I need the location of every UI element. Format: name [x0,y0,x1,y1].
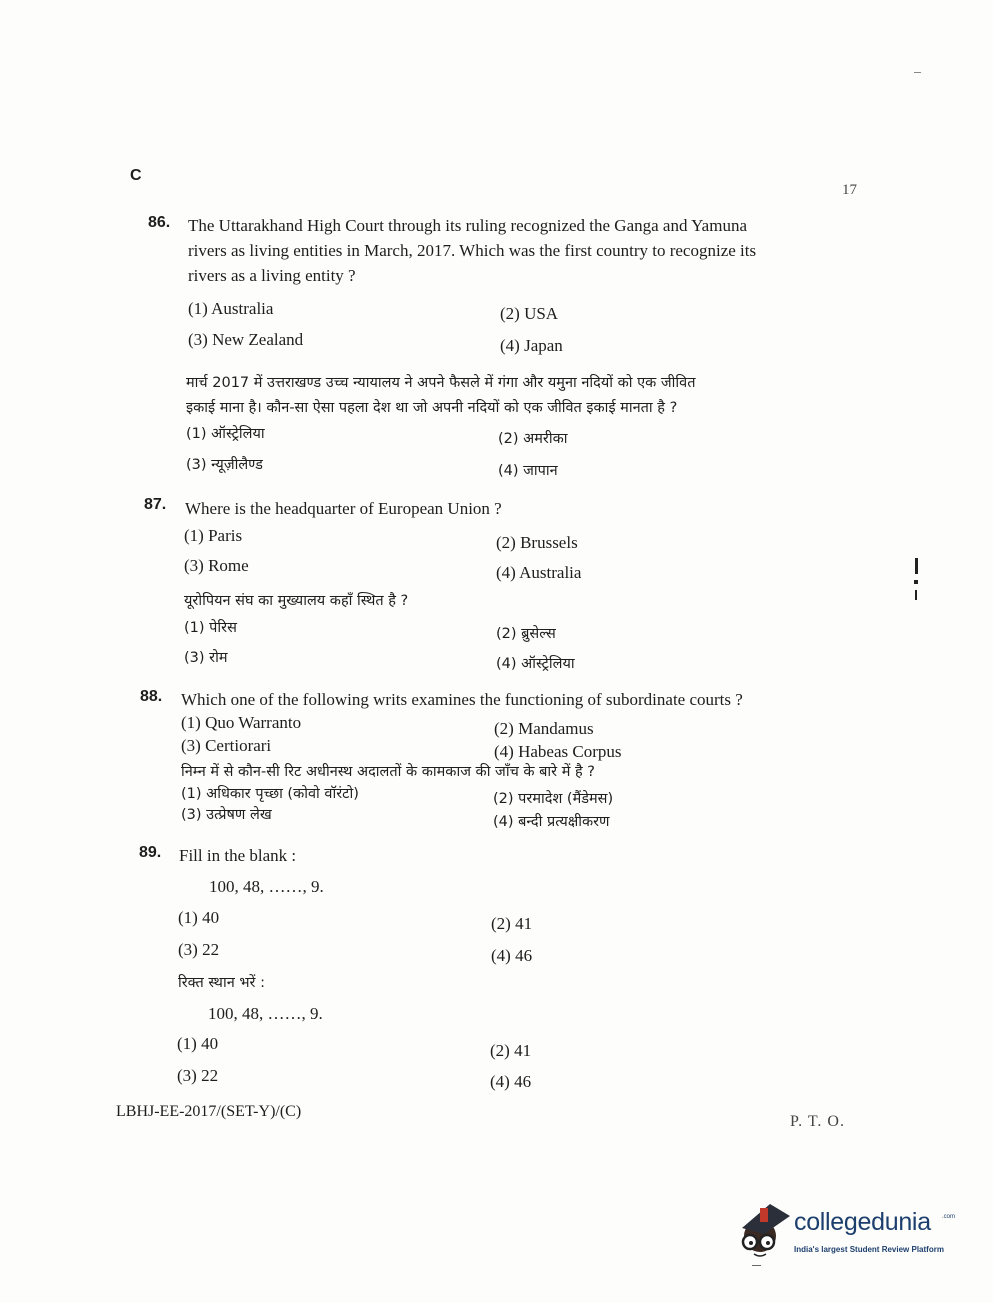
paper-code: LBHJ-EE-2017/(SET-Y)/(C) [116,1103,302,1120]
option: (4) जापान [498,463,558,479]
question-stem-hindi: निम्न में से कौन-सी रिट अधीनस्थ अदालतों के कामकाज की जाँच के बारे में है ? [181,764,595,780]
option: (3) 22 [178,940,220,959]
set-code: C [130,167,142,184]
option: (1) पेरिस [184,620,237,636]
question-number: 89. [139,844,162,861]
question-stem-english: Which one of the following writs examines the functioning of subordinate courts ? [181,690,743,709]
number-series: 100, 48, ……, 9. [209,877,324,896]
option: (3) रोम [184,650,228,666]
option: (3) न्यूज़ीलैण्ड [186,457,263,473]
stem-line: The Uttarakhand High Court through its ruling recognized the Ganga and Yamuna [188,216,747,235]
stem-line: मार्च 2017 में उत्तराखण्ड उच्च न्यायालय ने अपने फैसले में गंगा और यमुना नदियों को एक जीवित [186,375,696,391]
question-stem-english: Where is the headquarter of European Union ? [185,499,502,518]
option: (2) ब्रुसेल्स [496,626,556,642]
mascot-icon [736,1198,792,1264]
option: (2) परमादेश (मैंडेमस) [493,791,614,807]
option: (2) Mandamus [494,719,594,738]
scan-mark [914,72,921,73]
number-series: 100, 48, ……, 9. [208,1004,323,1023]
collegedunia-logo [736,1198,966,1264]
brand-domain: .com [942,1214,956,1220]
option: (4) Habeas Corpus [494,742,622,761]
scan-mark [752,1265,761,1266]
stem-line: इकाई माना है। कौन-सा ऐसा पहला देश था जो अपनी नदियों को एक जीवित इकाई मानता है ? [186,400,678,416]
question-stem-english [188,213,756,288]
option: (2) अमरीका [498,431,568,447]
option: (2) Brussels [496,533,578,552]
option: (1) 40 [178,908,220,927]
question-stem-hindi: यूरोपियन संघ का मुख्यालय कहाँ स्थित है ? [184,593,409,609]
question-number: 86. [148,214,171,231]
option: (3) 22 [177,1066,219,1085]
option: (1) Paris [184,526,243,545]
option: (4) बन्दी प्रत्यक्षीकरण [493,814,610,830]
option: (1) Australia [188,299,274,318]
question-number: 88. [140,688,163,705]
stem-line: rivers as a living entity ? [188,266,356,285]
option: (1) 40 [177,1034,219,1053]
option: (4) Australia [496,563,582,582]
option: (1) अधिकार पृच्छा (कोवो वॉरंटो) [181,786,359,802]
option: (3) Rome [184,556,249,575]
option: (2) 41 [490,1041,532,1060]
question-number: 87. [144,496,167,513]
question-stem-english: Fill in the blank : [179,846,297,865]
option: (3) उत्प्रेषण लेख [181,807,272,823]
stem-line: rivers as living entities in March, 2017. Which was the first country to recognize its [188,241,757,260]
option: (1) Quo Warranto [181,713,302,732]
option: (4) Japan [500,336,563,355]
option: (1) ऑस्ट्रेलिया [186,426,265,442]
option: (2) 41 [491,914,533,933]
pto-label: P. T. O. [790,1113,845,1130]
brand-tagline: India's largest Student Review Platform [794,1245,944,1254]
option: (4) 46 [490,1072,532,1091]
page-number: 17 [842,182,857,198]
scan-mark [915,590,917,600]
option: (2) USA [500,304,559,323]
question-stem-hindi [186,371,696,421]
scan-mark [914,580,918,584]
question-stem-hindi: रिक्त स्थान भरें : [178,975,265,991]
option: (4) 46 [491,946,533,965]
option: (3) Certiorari [181,736,272,755]
option: (3) New Zealand [188,330,304,349]
brand-name: collegedunia [794,1208,931,1236]
scan-mark [915,558,918,574]
option: (4) ऑस्ट्रेलिया [496,656,575,672]
